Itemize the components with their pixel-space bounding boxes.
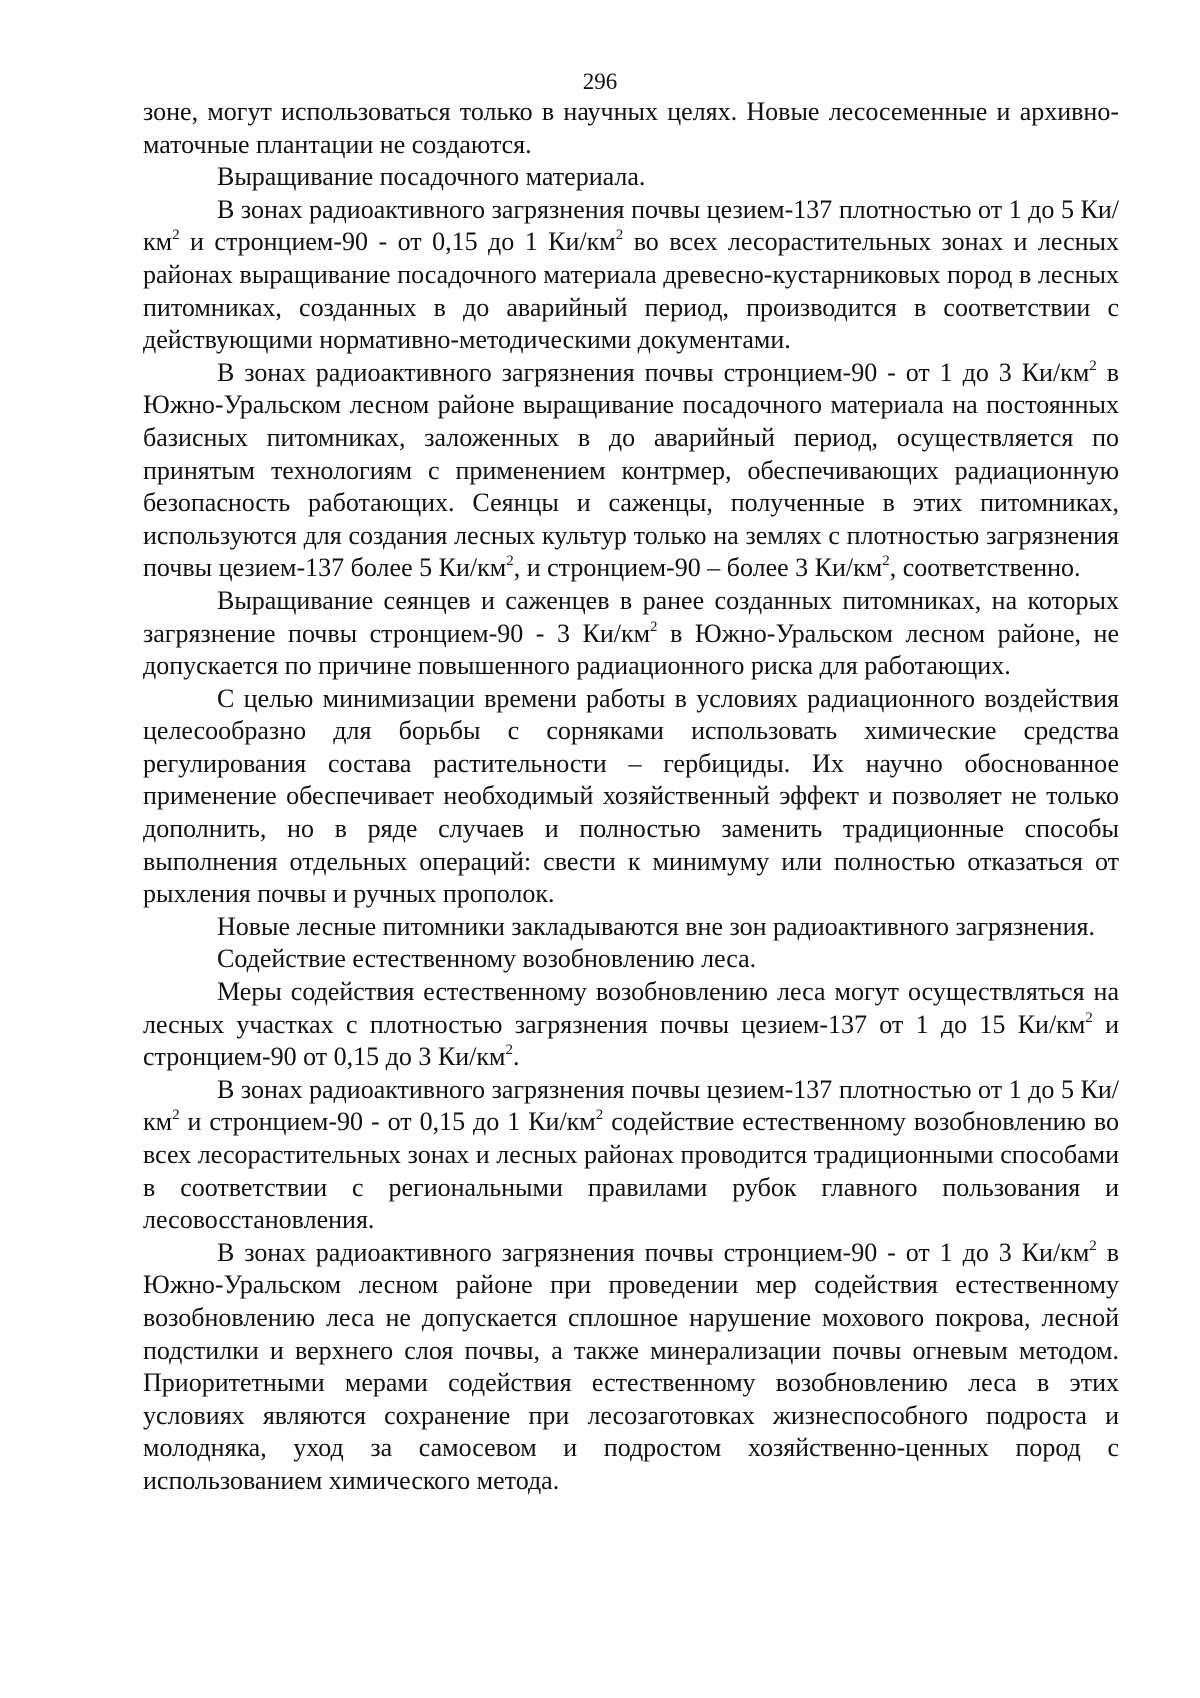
text-run: зоне, могут использоваться только в научных целях. Новые лесосеменные и архивно-маточные плантации не создаются.	[143, 97, 1119, 159]
text-run: Содействие естественному возобновлению леса.	[217, 944, 757, 974]
text-run: и стронцием-90 от 0,15 до 3 Ки/км	[143, 1009, 1119, 1072]
paragraph-continued-from-previous-page	[143, 96, 1119, 161]
body-text	[143, 96, 1119, 1498]
paragraph	[143, 976, 1119, 1074]
superscript: 2	[172, 227, 180, 244]
text-run: В зонах радиоактивного загрязнения почвы стронцием-90 - от 1 до 3 Ки/км	[217, 1237, 1090, 1267]
paragraph	[143, 911, 1119, 944]
text-run: Новые лесные питомники закладываются вне зон радиоактивного загрязнения.	[217, 911, 1095, 941]
text-run: В зонах радиоактивного загрязнения почвы стронцием-90 - от 1 до 3 Ки/км	[217, 357, 1090, 387]
superscript: 2	[505, 1042, 513, 1059]
paragraph	[143, 1237, 1119, 1498]
page-number: 296	[582, 69, 618, 94]
superscript: 2	[1085, 1009, 1093, 1026]
text-run: и стронцием-90 - от 0,15 до 1 Ки/км	[179, 1107, 596, 1137]
text-run: Выращивание сеянцев и саженцев в ранее созданных питомниках, на которых загрязнение почвы стронцием-90 - 3 Ки/км	[143, 585, 1119, 648]
text-run: В зонах радиоактивного загрязнения почвы цезием-137 плотностью от 1 до 5 Ки/км	[143, 1074, 1119, 1137]
superscript: 2	[172, 1107, 180, 1124]
paragraph	[143, 683, 1119, 911]
text-run: во всех лесорастительных зонах и лесных районах выращивание посадочного материала древесно-кустарниковых пород в лесных питомниках, созданных в до аварийный период, производится в соответствии с действующими нормативно-методическими документами.	[143, 227, 1120, 355]
paragraph	[143, 194, 1119, 357]
section-heading-seedling-cultivation	[143, 161, 1119, 194]
superscript: 2	[650, 618, 658, 635]
text-run: в Южно-Уральском лесном районе, не допускается по причине повышенного радиационного риска для работающих.	[143, 618, 1119, 681]
text-run: , соответственно.	[889, 553, 1081, 583]
superscript: 2	[595, 1107, 604, 1124]
paragraph	[143, 357, 1119, 585]
text-run: содействие естественному возобновлению во всех лесорастительных зонах и лесных районах проводится традиционными способами в соответствии с региональными правилами рубок главного пользования и лесовосстановления.	[143, 1107, 1119, 1235]
text-run: С целью минимизации времени работы в условиях радиационного воздействия целесообразно для борьбы с сорняками использовать химические средства регулирования состава растительности – гербициды. Их научно обоснованное применение обеспечивает необходимый хозяйственный эффект и позволяет не только дополнить, но в ряде случаев и полностью заменить традиционные способы выполнения отдельных операций: свести к минимуму или полностью отказаться от рыхления почвы и ручных прополок.	[143, 683, 1119, 909]
text-run: Выращивание посадочного материала.	[217, 162, 646, 192]
text-run: В зонах радиоактивного загрязнения почвы цезием-137 плотностью от 1 до 5 Ки/км	[143, 194, 1119, 257]
text-run: Меры содействия естественному возобновлению леса могут осуществляться на лесных участках с плотностью загрязнения почвы цезием-137 от 1 до 15 Ки/км	[143, 977, 1119, 1039]
section-heading-natural-regeneration	[143, 943, 1119, 976]
superscript: 2	[506, 553, 514, 570]
superscript: 2	[882, 553, 890, 570]
superscript: 2	[1089, 357, 1097, 374]
text-run: в Южно-Уральском лесном районе выращивание посадочного материала на постоянных базисных питомниках, заложенных в до аварийный период, осуществляется по принятым технологиям с применением контрмер, обеспечивающих радиационную безопасность работающих. Сеянцы и саженцы, полученные в этих питомниках, используются для создания лесных культур только на землях с плотностью загрязнения почвы цезием-137 более 5 Ки/км	[143, 357, 1119, 583]
text-run: .	[512, 1042, 520, 1072]
paragraph	[143, 1074, 1119, 1237]
text-run: в Южно-Уральском лесном районе при проведении мер содействия естественному возобновлению леса не допускается сплошное нарушение мохового покрова, лесной подстилки и верхнего слоя почвы, а также минерализации почвы огневым методом. Приоритетными мерами содействия естественному возобновлению леса в этих условиях являются сохранение при лесозаготовках жизнеспособного подроста и молодняка, уход за самосевом и подростом хозяйственно-ценных пород с использованием химического метода.	[143, 1237, 1119, 1495]
superscript: 2	[615, 227, 624, 244]
text-run: , и стронцием-90 – более 3 Ки/км	[513, 553, 883, 583]
superscript: 2	[1089, 1237, 1097, 1254]
paragraph	[143, 585, 1119, 683]
text-run: и стронцием-90 - от 0,15 до 1 Ки/км	[179, 227, 616, 257]
